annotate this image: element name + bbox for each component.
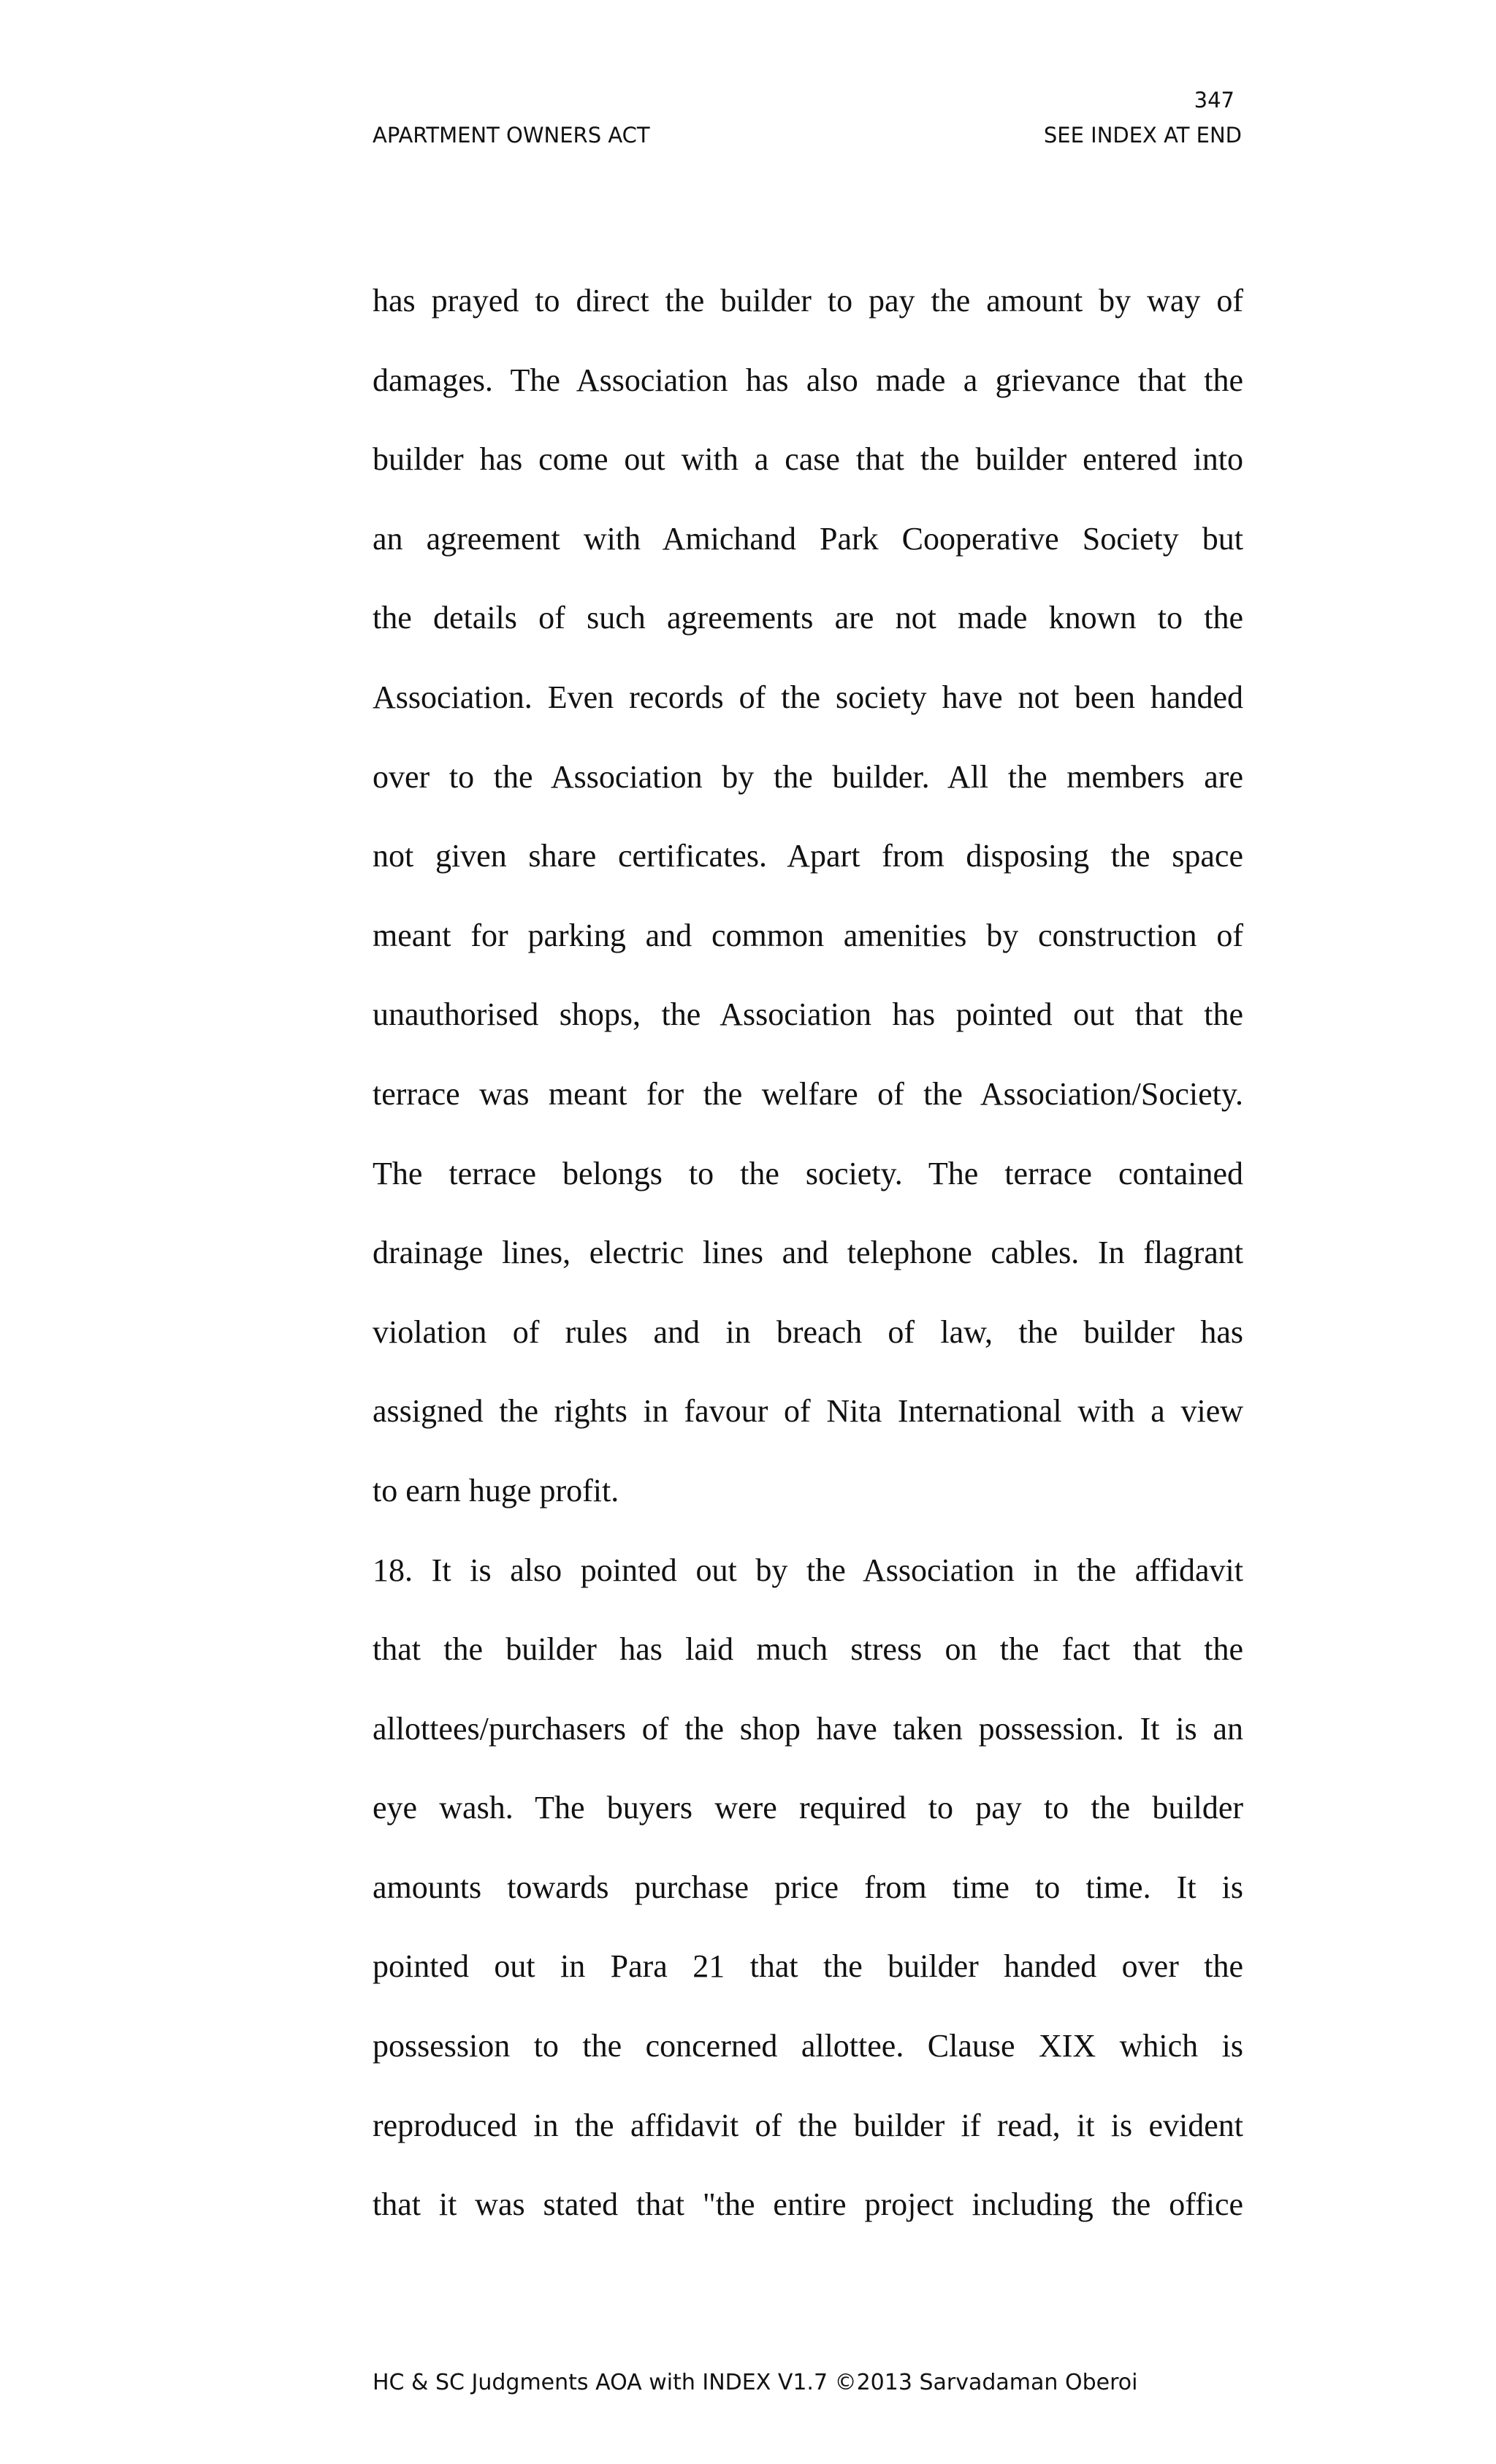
text-line: the details of such agreements are not made known to the xyxy=(373,600,1243,636)
text-line: violation of rules and in breach of law, the builder has xyxy=(373,1313,1243,1350)
text-line: The terrace belongs to the society. The terrace contained xyxy=(373,1155,1243,1191)
text-line: to earn huge profit. xyxy=(373,1472,619,1508)
text-line: 18. It is also pointed out by the Association in the affidavit xyxy=(373,1552,1243,1588)
text-line: an agreement with Amichand Park Cooperative Society but xyxy=(373,520,1243,557)
text-line: eye wash. The buyers were required to pay to the builder xyxy=(373,1790,1243,1826)
text-line: pointed out in Para 21 that the builder handed over the xyxy=(373,1948,1243,1985)
text-line: damages. The Association has also made a grievance that the xyxy=(373,362,1243,398)
text-line: that it was stated that "the entire project including the office xyxy=(373,2186,1243,2223)
header-index-note: SEE INDEX AT END xyxy=(1043,123,1242,148)
page-footer: HC & SC Judgments AOA with INDEX V1.7 ©2013 Sarvadaman Oberoi xyxy=(373,2370,1138,2395)
text-line: amounts towards purchase price from time to time. It is xyxy=(373,1869,1243,1905)
text-line: terrace was meant for the welfare of the Association/Society. xyxy=(373,1075,1243,1112)
text-line: allottees/purchasers of the shop have taken possession. It is an xyxy=(373,1710,1243,1747)
text-line: drainage lines, electric lines and telephone cables. In flagrant xyxy=(373,1235,1243,1271)
text-line: unauthorised shops, the Association has pointed out that the xyxy=(373,996,1243,1033)
text-line: has prayed to direct the builder to pay the amount by way of xyxy=(373,283,1243,319)
running-header xyxy=(373,123,1242,155)
text-line: reproduced in the affidavit of the builder if read, it is evident xyxy=(373,2107,1243,2143)
header-title: APARTMENT OWNERS ACT xyxy=(373,123,650,148)
text-line: meant for parking and common amenities by construction of xyxy=(373,917,1243,953)
text-line: Association. Even records of the society have not been handed xyxy=(373,679,1243,715)
text-line: builder has come out with a case that the builder entered into xyxy=(373,441,1243,478)
page-number: 347 xyxy=(1194,88,1234,112)
text-line: assigned the rights in favour of Nita International with a view xyxy=(373,1393,1243,1430)
body-text xyxy=(373,262,1243,2245)
text-line: not given share certificates. Apart from disposing the space xyxy=(373,838,1243,874)
text-line: over to the Association by the builder. All the members are xyxy=(373,758,1243,795)
text-line: possession to the concerned allottee. Clause XIX which is xyxy=(373,2028,1243,2064)
text-line: that the builder has laid much stress on the fact that the xyxy=(373,1631,1243,1668)
